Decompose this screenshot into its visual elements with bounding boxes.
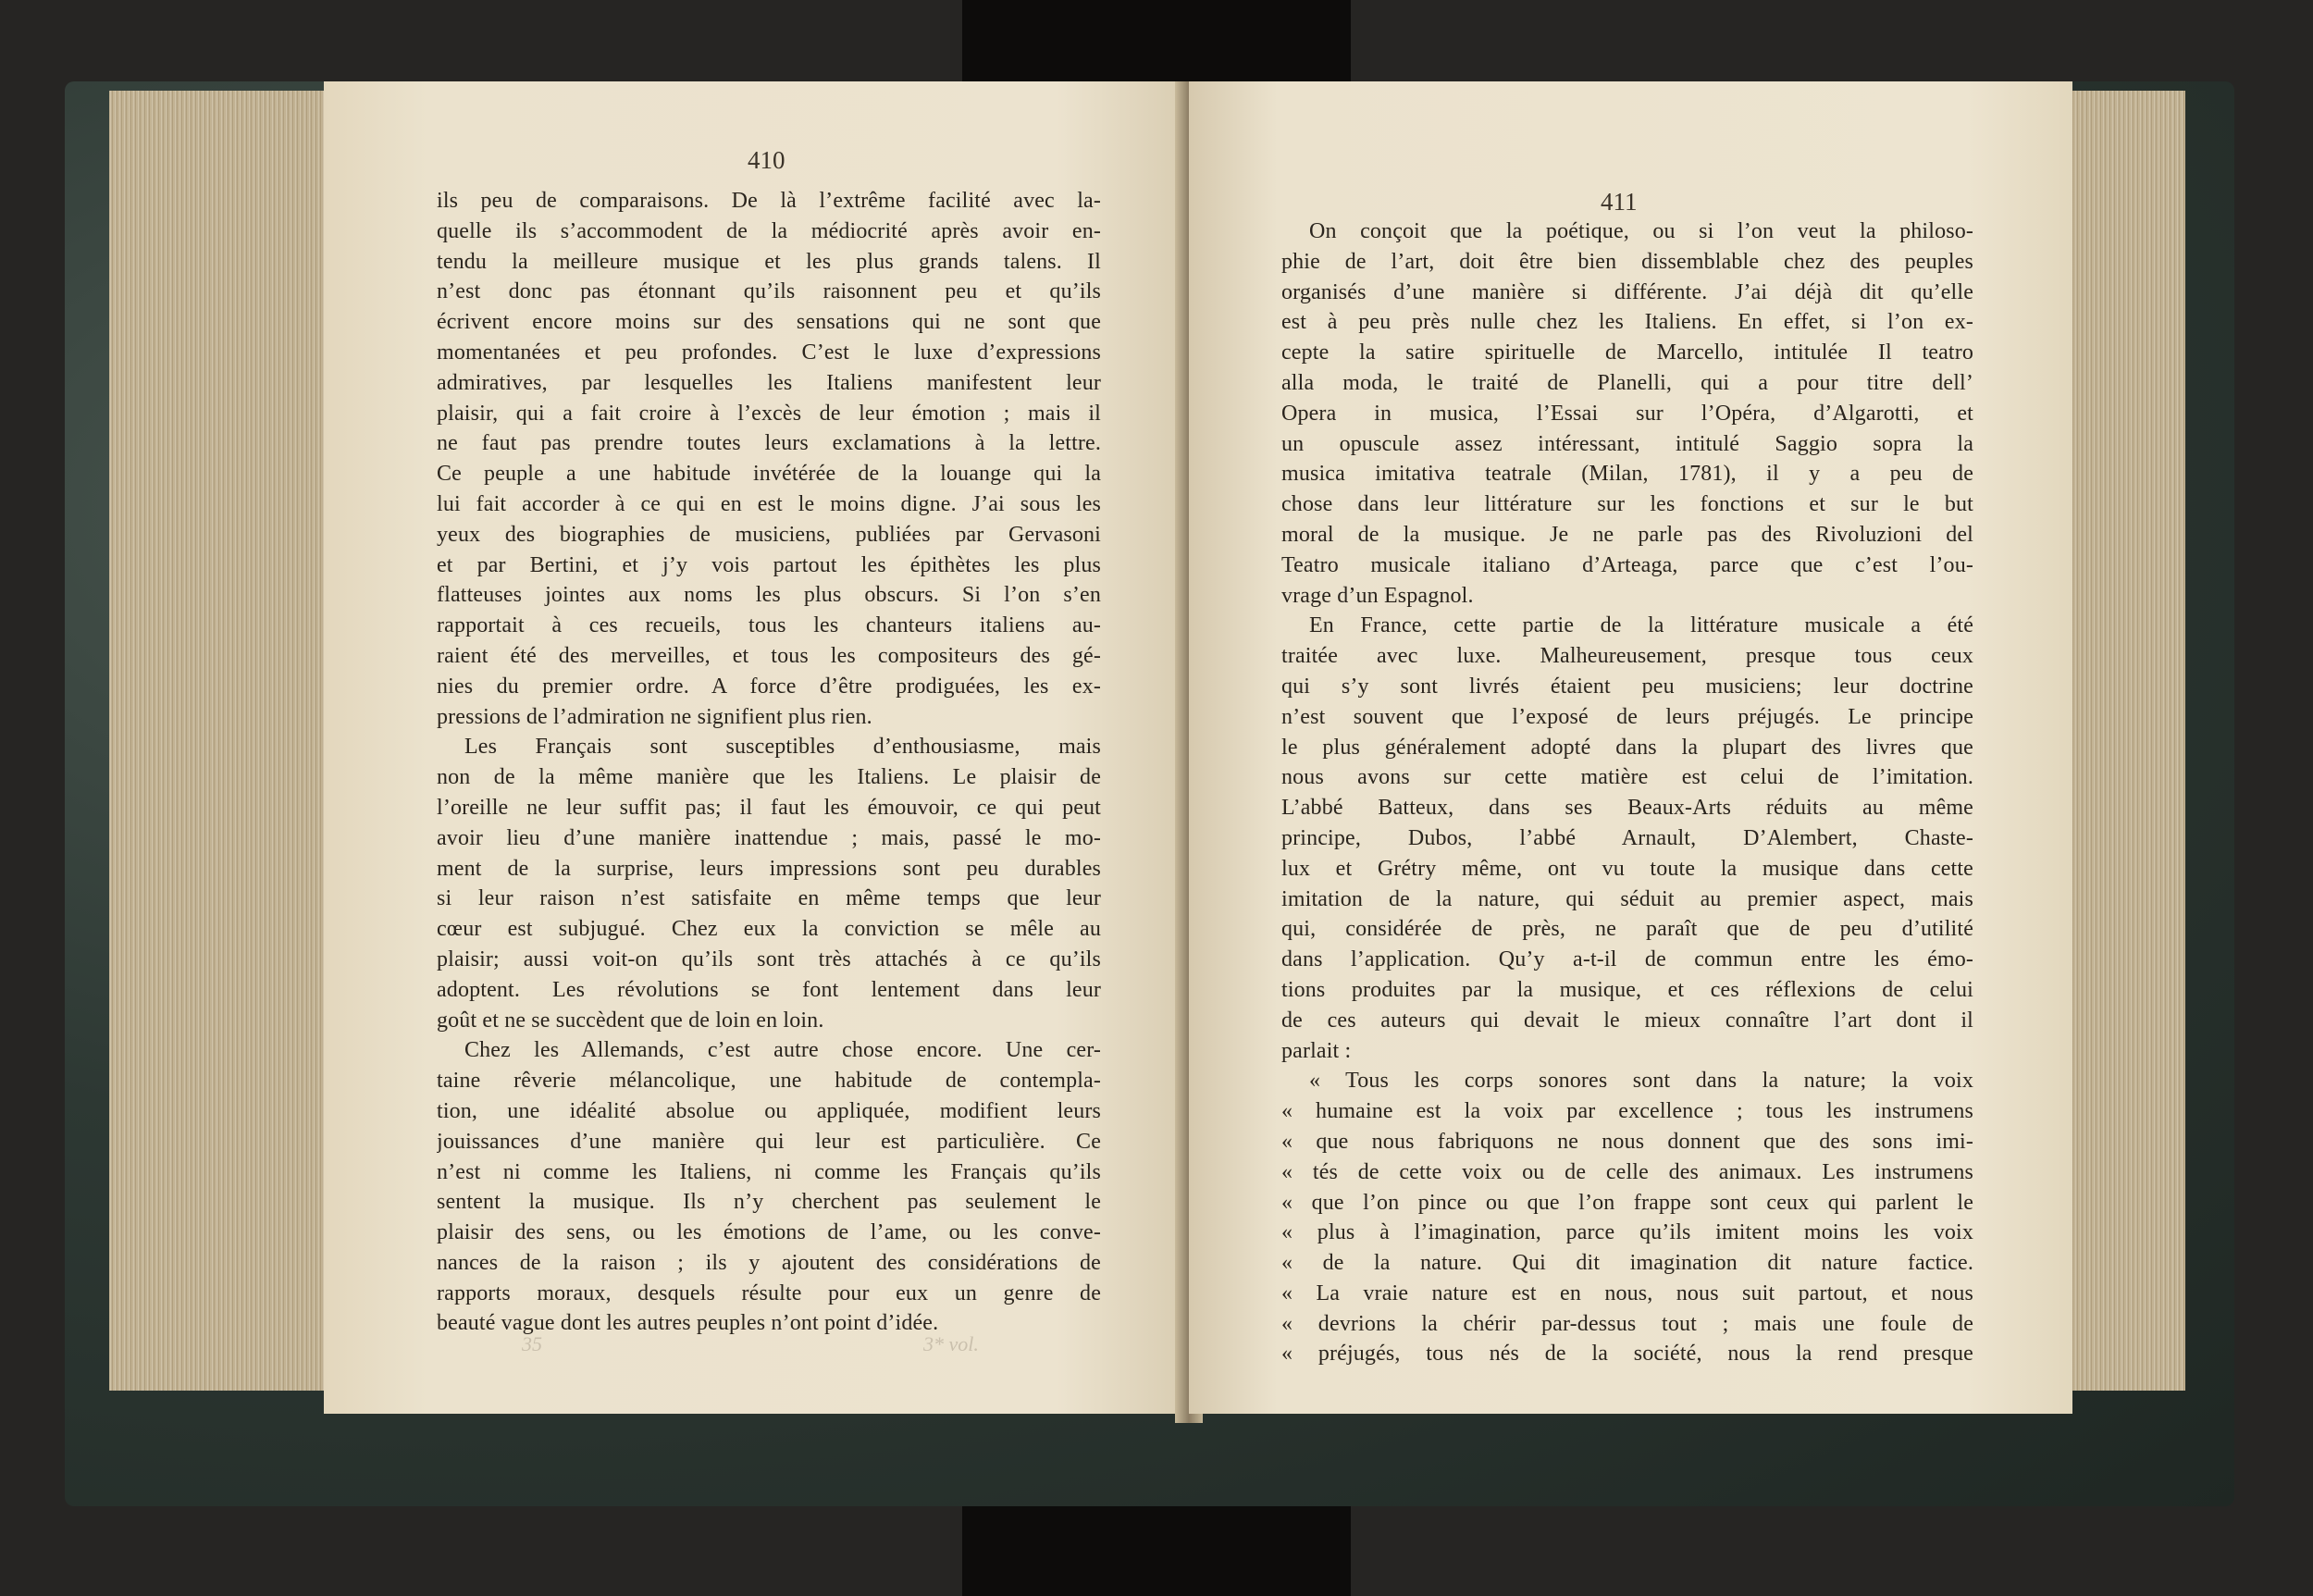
text-line: « que nous fabriquons ne nous donnent que des sons imi- [1281,1129,1973,1154]
text-line: pressions de l’admiration ne signifient plus rien. [437,704,872,729]
text-line: Teatro musicale italiano d’Arteaga, parce que c’est l’ou- [1281,552,1973,577]
text-line: et par Bertini, et j’y vois partout les épithètes les plus [437,552,1101,577]
left-page-block-edge [109,91,324,1391]
text-line: taine rêverie mélancolique, une habitude de contempla- [437,1069,1101,1094]
text-line: yeux des biographies de musiciens, publiées par Gervasoni [437,522,1101,547]
text-line: momentanées et peu profondes. C’est le luxe d’expressions [437,340,1101,365]
text-line: « La vraie nature est en nous, nous suit partout, et nous [1281,1281,1973,1305]
text-line: tions produites par la musique, et ces réflexions de celui [1281,977,1973,1002]
text-line: raient été des merveilles, et tous les compositeurs des gé- [437,643,1101,668]
text-line: cepte la satire spirituelle de Marcello, intitulée Il teatro [1281,340,1973,365]
text-line: rapportait à ces recueils, tous les chanteurs italiens au- [437,613,1101,638]
text-line: « devrions la chérir par-dessus tout ; mais une foule de [1281,1311,1973,1336]
text-line: On conçoit que la poétique, ou si l’on veut la philoso- [1309,219,1973,243]
text-line: En France, cette partie de la littérature musicale a été [1309,613,1973,638]
text-line: plaisir, qui a fait croire à l’excès de leur émotion ; mais il [437,401,1101,426]
text-line: parlait : [1281,1038,1352,1063]
text-line: le plus généralement adopté dans la plupart des livres que [1281,735,1973,760]
text-line: « préjugés, tous nés de la société, nous la rend presque [1281,1342,1973,1367]
text-line: n’est ni comme les Italiens, ni comme les Français qu’ils [437,1159,1101,1184]
text-line: lux et Grétry même, ont vu toute la musique dans cette [1281,856,1973,881]
text-line: ment de la surprise, leurs impressions sont peu durables [437,856,1101,881]
text-line: « Tous les corps sonores sont dans la nature; la voix [1309,1069,1973,1094]
page-number-right: 411 [1601,188,1638,216]
text-line: tendu la meilleure musique et les plus grands talens. Il [437,249,1101,274]
text-line: ne faut pas prendre toutes leurs exclamations à la lettre. [437,431,1101,456]
text-line: dans l’application. Qu’y a-t-il de commun entre les émo- [1281,947,1973,972]
text-line: moral de la musique. Je ne parle pas des Rivoluzioni del [1281,522,1973,547]
text-line: musica imitativa teatrale (Milan, 1781), il y a peu de [1281,462,1973,487]
text-line: avoir lieu d’une manière inattendue ; mais, passé le mo- [437,825,1101,850]
text-line: flatteuses jointes aux noms les plus obscurs. Si l’on s’en [437,583,1101,608]
text-line: traitée avec luxe. Malheureusement, presque tous ceux [1281,644,1973,669]
text-line: principe, Dubos, l’abbé Arnault, D’Alembert, Chaste- [1281,825,1973,850]
text-line: Les Français sont susceptibles d’enthousiasme, mais [464,735,1101,760]
text-line: de ces auteurs qui devait le mieux connaître l’art dont il [1281,1008,1973,1033]
text-line: lui fait accorder à ce qui en est le moins digne. J’ai sous les [437,491,1101,516]
text-line: plaisir des sens, ou les émotions de l’ame, ou les conve- [437,1220,1101,1245]
right-page-text [1281,217,1973,1369]
text-line: Chez les Allemands, c’est autre chose encore. Une cer- [464,1038,1101,1063]
text-line: rapports moraux, desquels résulte pour eux un genre de [437,1281,1101,1305]
text-line: « tés de cette voix ou de celle des animaux. Les instrumens [1281,1159,1973,1184]
text-line: « que l’on pince ou que l’on frappe sont ceux qui parlent le [1281,1190,1973,1215]
text-line: adoptent. Les révolutions se font lentement dans leur [437,977,1101,1002]
text-line: non de la même manière que les Italiens. Le plaisir de [437,765,1101,790]
text-line: n’est souvent que l’exposé de leurs préjugés. Le principe [1281,704,1973,729]
text-line: nances de la raison ; ils y ajoutent des considérations de [437,1250,1101,1275]
text-line: sentent la musique. Ils n’y cherchent pas seulement le [437,1190,1101,1215]
left-page-text [437,186,1101,1339]
right-page [1189,81,2072,1414]
text-line: vrage d’un Espagnol. [1281,583,1474,608]
text-line: est à peu près nulle chez les Italiens. En effet, si l’on ex- [1281,310,1973,335]
text-line: « humaine est la voix par excellence ; tous les instrumens [1281,1099,1973,1124]
left-page [324,81,1186,1414]
page-number-left: 410 [748,146,785,174]
text-line: phie de l’art, doit être bien dissemblable chez des peuples [1281,249,1973,274]
text-line: goût et ne se succèdent que de loin en loin. [437,1008,824,1033]
text-line: imitation de la nature, qui séduit au premier aspect, mais [1281,886,1973,911]
text-line: ils peu de comparaisons. De là l’extrême facilité avec la- [437,189,1101,213]
text-line: écrivent encore moins sur des sensations qui ne sont que [437,310,1101,335]
text-line: alla moda, le traité de Planelli, qui a pour titre dell’ [1281,370,1973,395]
right-page-block-edge [2065,91,2185,1391]
text-line: n’est donc pas étonnant qu’ils raisonnent peu et qu’ils [437,279,1101,304]
text-line: si leur raison n’est satisfaite en même temps que leur [437,886,1101,911]
text-line: « de la nature. Qui dit imagination dit nature factice. [1281,1251,1973,1276]
text-line: « plus à l’imagination, parce qu’ils imitent moins les voix [1281,1220,1973,1245]
text-line: un opuscule assez intéressant, intitulé Saggio sopra la [1281,431,1973,456]
bleed-through-sheet-number: 35 [522,1332,542,1355]
text-line: cœur est subjugué. Chez eux la conviction se mêle au [437,917,1101,942]
text-line: L’abbé Batteux, dans ses Beaux-Arts réduits au même [1281,796,1973,821]
text-line: chose dans leur littérature sur les fonctions et sur le but [1281,492,1973,517]
text-line: l’oreille ne leur suffit pas; il faut les émouvoir, ce qui peut [437,795,1101,820]
text-line: Opera in musica, l’Essai sur l’Opéra, d’Algarotti, et [1281,401,1973,426]
text-line: qui, considérée de près, ne paraît que de peu d’utilité [1281,917,1973,942]
text-line: tion, une idéalité absolue ou appliquée, modifient leurs [437,1098,1101,1123]
bleed-through-signature: 3* vol. [923,1332,979,1355]
text-line: beauté vague dont les autres peuples n’ont point d’idée. [437,1311,939,1336]
text-line: plaisir; aussi voit-on qu’ils sont très attachés à ce qu’ils [437,946,1101,971]
text-line: qui s’y sont livrés étaient peu musiciens; leur doctrine [1281,674,1973,699]
text-line: nies du premier ordre. A force d’être prodiguées, les ex- [437,674,1101,699]
text-line: admiratives, par lesquelles les Italiens manifestent leur [437,370,1101,395]
text-line: Ce peuple a une habitude invétérée de la louange qui la [437,462,1101,487]
text-line: jouissances d’une manière qui leur est particulière. Ce [437,1129,1101,1154]
text-line: quelle ils s’accommodent de la médiocrité après avoir en- [437,218,1101,243]
text-line: nous avons sur cette matière est celui de l’imitation. [1281,765,1973,790]
text-line: organisés d’une manière si différente. J’ai déjà dit qu’elle [1281,279,1973,304]
